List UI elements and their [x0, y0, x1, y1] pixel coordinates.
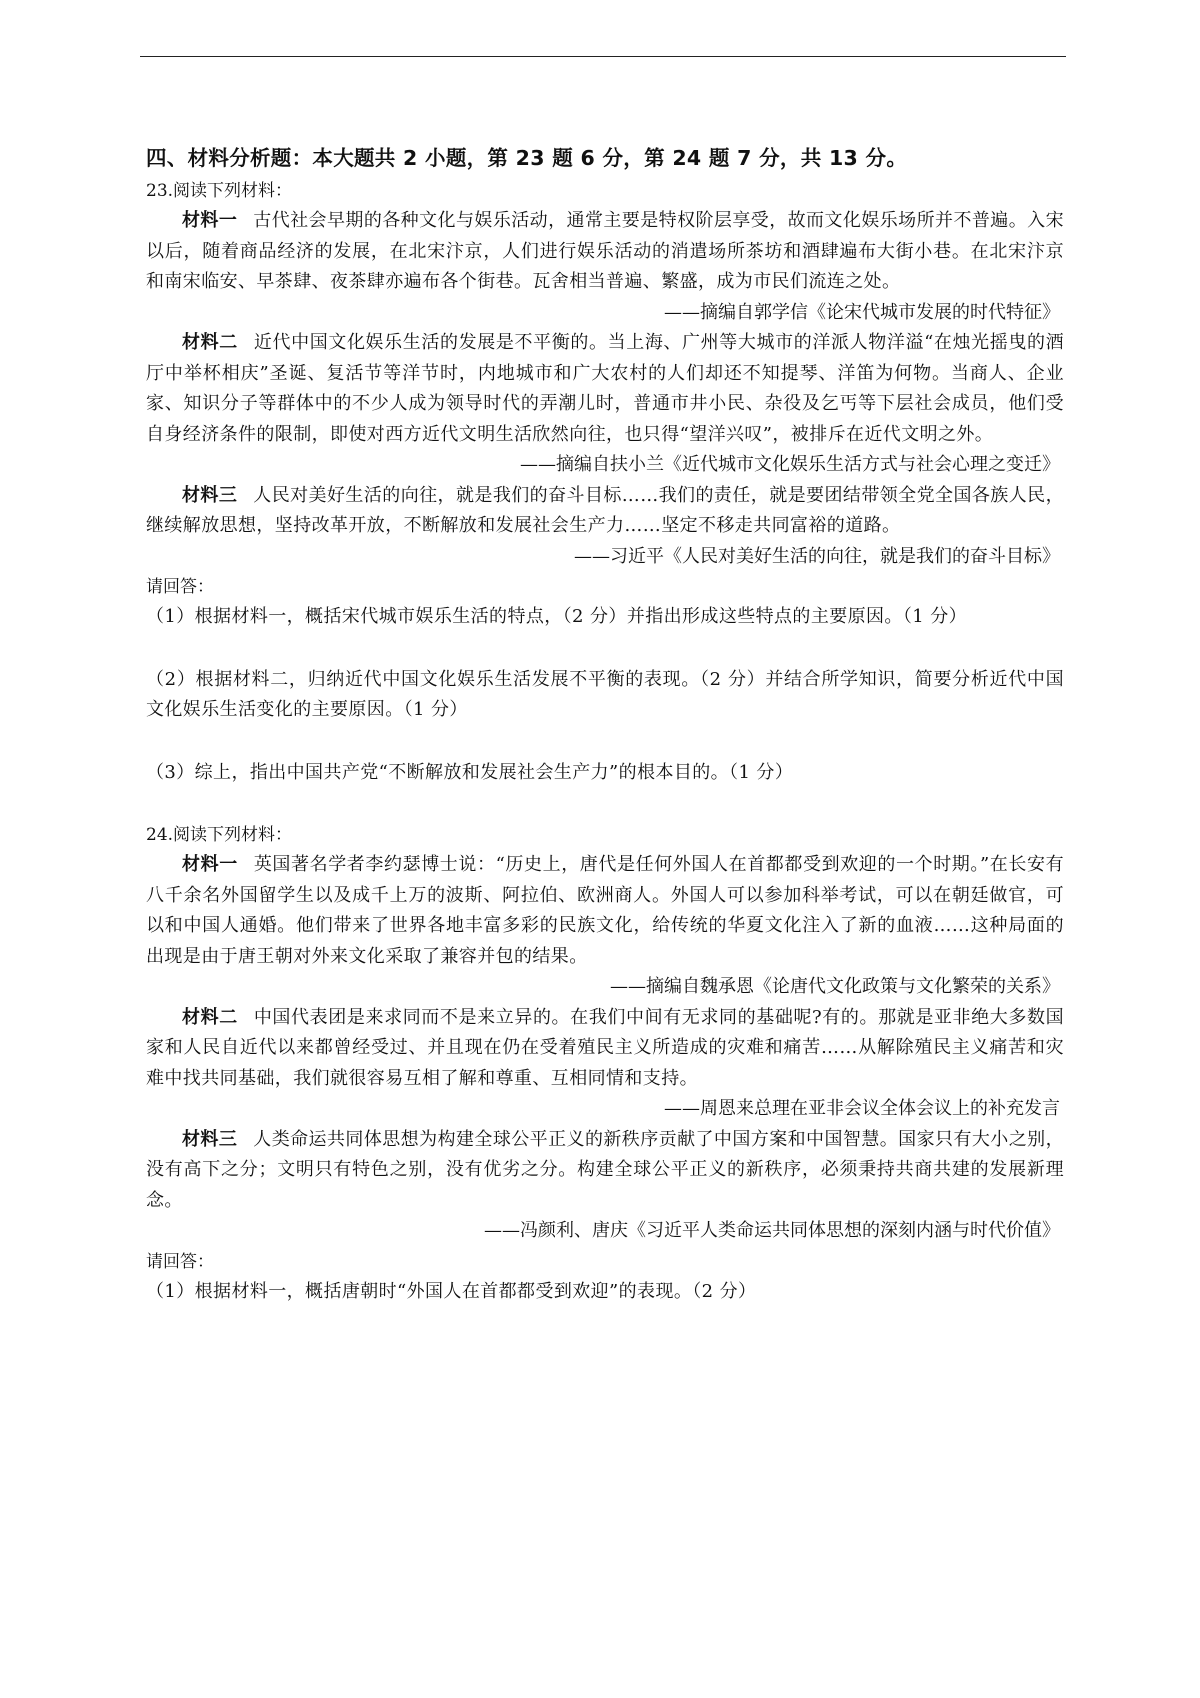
material-label: 材料二: [182, 1006, 238, 1028]
q24-prompt: 请回答：: [146, 1251, 214, 1272]
q23-material-3-source: ——习近平《人民对美好生活的向往，就是我们的奋斗目标》: [574, 545, 1060, 567]
q24-material-3-source: ——冯颜利、唐庆《习近平人类命运共同体思想的深刻内涵与时代价值》: [484, 1220, 1060, 1241]
q24-subquestion-1: （1）根据材料一，概括唐朝时“外国人在首都都受到欢迎”的表现。（2 分）: [146, 1280, 757, 1302]
q23-subquestion-3: （3）综上，指出中国共产党“不断解放和发展社会生产力”的根本目的。（1 分）: [146, 761, 794, 783]
q23-material-2: [146, 328, 1064, 450]
answer-space: [146, 788, 1064, 820]
material-label: 材料三: [182, 1128, 238, 1150]
q24-material-2: [146, 1003, 1064, 1095]
material-text: 中国代表团是来求同而不是来立异的。在我们中间有无求同的基础呢?有的。那就是亚非绝大多数国家和人民自近代以来都曾经受过、并且现在仍在受着殖民主义所造成的灾难和痛苦……从解除殖民主义痛苦和灾难中找共同基础，我们就很容易互相了解和尊重、互相同情和支持。: [146, 1006, 1064, 1089]
answer-space: [146, 633, 1064, 665]
question-24-heading: 24.阅读下列材料：: [146, 825, 293, 845]
q23-material-2-source: ——摘编自扶小兰《近代城市文化娱乐生活方式与社会心理之变迁》: [520, 454, 1060, 475]
material-text: 古代社会早期的各种文化与娱乐活动，通常主要是特权阶层享受，故而文化娱乐场所并不普遍。入宋以后，随着商品经济的发展，在北宋汴京，人们进行娱乐活动的消遣场所茶坊和酒肆遍布大街小巷。在北宋汴京和南宋临安、早茶肆、夜茶肆亦遍布各个街巷。瓦舍相当普遍、繁盛，成为市民们流连之处。: [146, 210, 1064, 292]
header-rule: [140, 56, 1066, 57]
material-text: 英国著名学者李约瑟博士说：“历史上，唐代是任何外国人在首都都受到欢迎的一个时期。”在长安有八千余名外国留学生以及成千上万的波斯、阿拉伯、欧洲商人。外国人可以参加科举考试，可以在朝廷做官，可以和中国人通婚。他们带来了世界各地丰富多彩的民族文化，给传统的华夏文化注入了新的血液……这种局面的出现是由于唐王朝对外来文化采取了兼容并包的结果。: [146, 854, 1065, 967]
exam-page: [146, 140, 1064, 1307]
q24-material-3: [146, 1125, 1064, 1217]
material-text: 人民对美好生活的向往，就是我们的奋斗目标……我们的责任，就是要团结带领全党全国各族人民，继续解放思想，坚持改革开放，不断解放和发展社会生产力……坚定不移走共同富裕的道路。: [146, 484, 1064, 536]
material-label: 材料一: [182, 854, 238, 875]
q23-prompt: 请回答：: [146, 577, 214, 597]
q24-material-1-source: ——摘编自魏承恩《论唐代文化政策与文化繁荣的关系》: [610, 976, 1060, 997]
q23-subquestion-2: （2）根据材料二，归纳近代中国文化娱乐生活发展不平衡的表现。（2 分）并结合所学知识，简要分析近代中国文化娱乐生活变化的主要原因。（1 分）: [146, 668, 1064, 720]
answer-space: [146, 726, 1064, 758]
q23-material-1-source: ——摘编自郭学信《论宋代城市发展的时代特征》: [664, 301, 1060, 323]
q24-material-2-source: ——周恩来总理在亚非会议全体会议上的补充发言: [664, 1098, 1060, 1119]
question-23-heading: 23.阅读下列材料：: [146, 181, 293, 201]
q23-subquestion-1: （1）根据材料一，概括宋代城市娱乐生活的特点，（2 分）并指出形成这些特点的主要原因。（1 分）: [146, 606, 967, 627]
section-title: 四、材料分析题：本大题共 2 小题，第 23 题 6 分，第 24 题 7 分，共 13 分。: [146, 146, 908, 170]
material-label: 材料二: [182, 332, 238, 353]
q24-material-1: [146, 850, 1064, 972]
material-text: 人类命运共同体思想为构建全球公平正义的新秩序贡献了中国方案和中国智慧。国家只有大小之别，没有高下之分；文明只有特色之别，没有优劣之分。构建全球公平正义的新秩序，必须秉持共商共建的发展新理念。: [146, 1128, 1064, 1211]
q23-material-3: [146, 481, 1064, 542]
q23-material-1: [146, 206, 1064, 298]
material-text: 近代中国文化娱乐生活的发展是不平衡的。当上海、广州等大城市的洋派人物洋溢“在烛光摇曳的酒厅中举杯相庆”圣诞、复活节等洋节时，内地城市和广大农村的人们却还不知提琴、洋笛为何物。当商人、企业家、知识分子等群体中的不少人成为领导时代的弄潮儿时，普通市井小民、杂役及乞丐等下层社会成员，他们受自身经济条件的限制，即使对西方近代文明生活欣然向往，也只得“望洋兴叹”，被排斥在近代文明之外。: [146, 332, 1064, 445]
material-label: 材料一: [182, 210, 238, 231]
material-label: 材料三: [182, 484, 238, 506]
